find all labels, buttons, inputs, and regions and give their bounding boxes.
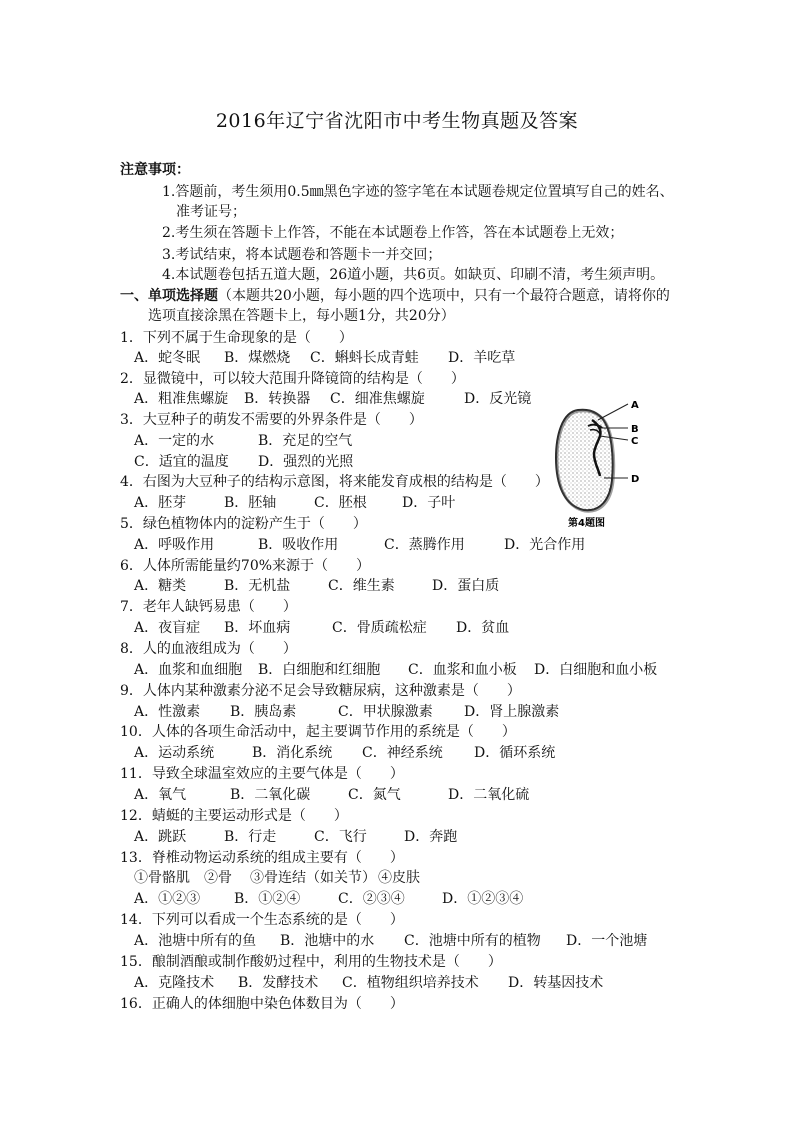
section1-heading: 一、单项选择题 bbox=[120, 288, 218, 304]
suboptions-13 bbox=[134, 868, 420, 888]
options-6 bbox=[134, 576, 499, 596]
question-11: 11．导致全球温室效应的主要气体是（ ） bbox=[120, 766, 404, 782]
option-15c: C．植物组织培养技术 bbox=[342, 975, 479, 991]
option-13a: A．①②③ bbox=[134, 891, 201, 907]
soybean-seed-figure bbox=[548, 396, 648, 532]
options-2 bbox=[134, 389, 531, 409]
question-10: 10．人体的各项生命活动中，起主要调节作用的系统是（ ） bbox=[120, 724, 516, 740]
option-13d: D．①②③④ bbox=[442, 891, 524, 907]
sub-13-2: ②骨 bbox=[204, 870, 232, 886]
option-12c: C．飞行 bbox=[314, 829, 367, 845]
option-12d: D．奔跑 bbox=[404, 829, 458, 845]
option-14c: C．池塘中所有的植物 bbox=[404, 933, 541, 949]
option-14d: D．一个池塘 bbox=[566, 933, 648, 949]
options-5 bbox=[134, 535, 585, 555]
option-8b: B．白细胞和红细胞 bbox=[258, 662, 381, 678]
option-12b: B．行走 bbox=[224, 829, 277, 845]
options-8 bbox=[134, 660, 657, 680]
section1-desc2: 选项直接涂黑在答题卡上，每小题1分，共20分） bbox=[148, 308, 455, 324]
question-7: 7．老年人缺钙易患（ ） bbox=[120, 599, 297, 615]
options-13 bbox=[134, 889, 523, 909]
question-3: 3．大豆种子的萌发不需要的外界条件是（ ） bbox=[120, 412, 423, 428]
options-1 bbox=[134, 348, 515, 368]
notice-item-1-cont: 准考证号； bbox=[176, 204, 246, 220]
sub-13-1: ①骨骼肌 bbox=[134, 870, 190, 886]
options-3 bbox=[134, 431, 352, 451]
option-6c: C．维生素 bbox=[328, 578, 395, 594]
question-9: 9．人体内某种激素分泌不足会导致糖尿病，这种激素是（ ） bbox=[120, 683, 521, 699]
option-2a: A．粗准焦螺旋 bbox=[134, 391, 229, 407]
option-12a: A．跳跃 bbox=[134, 829, 187, 845]
question-12: 12．蜻蜓的主要运动形式是（ ） bbox=[120, 808, 348, 824]
figure-label-c: C bbox=[631, 436, 639, 447]
question-15: 15．酿制酒酿或制作酸奶过程中，利用的生物技术是（ ） bbox=[120, 954, 502, 970]
option-10d: D．循环系统 bbox=[474, 745, 556, 761]
option-5d: D．光合作用 bbox=[504, 537, 586, 553]
figure-label-b: B bbox=[631, 424, 639, 435]
option-7d: D．贫血 bbox=[456, 620, 510, 636]
options-12 bbox=[134, 827, 457, 847]
option-10a: A．运动系统 bbox=[134, 745, 215, 761]
options-9 bbox=[134, 702, 559, 722]
page-title: 2016年辽宁省沈阳市中考生物真题及答案 bbox=[215, 110, 579, 132]
option-11d: D．二氧化硫 bbox=[448, 787, 530, 803]
option-2c: C．细准焦螺旋 bbox=[330, 391, 425, 407]
figure-caption: 第4题图 bbox=[568, 518, 605, 529]
question-2: 2．显微镜中，可以较大范围升降镜筒的结构是（ ） bbox=[120, 371, 465, 387]
option-9d: D．肾上腺激素 bbox=[464, 704, 560, 720]
option-7c: C．骨质疏松症 bbox=[332, 620, 427, 636]
option-5b: B．吸收作用 bbox=[258, 537, 339, 553]
option-3d: D．强烈的光照 bbox=[258, 454, 354, 470]
option-14b: B．池塘中的水 bbox=[280, 933, 375, 949]
option-4c: C．胚根 bbox=[314, 495, 367, 511]
option-1d: D．羊吃草 bbox=[448, 350, 516, 366]
option-3c: C．适宜的温度 bbox=[134, 454, 229, 470]
sub-13-3: ③骨连结（如关节） bbox=[250, 870, 376, 886]
option-2d: D．反光镜 bbox=[464, 391, 532, 407]
question-8: 8．人的血液组成为（ ） bbox=[120, 641, 297, 657]
option-10c: C．神经系统 bbox=[362, 745, 443, 761]
option-6b: B．无机盐 bbox=[224, 578, 291, 594]
options-3-row2 bbox=[134, 452, 353, 472]
option-5a: A．呼吸作用 bbox=[134, 537, 215, 553]
notice-item-4: 4.本试题卷包括五道大题，26道小题，共6页。如缺页、印刷不清，考生须声明。 bbox=[162, 267, 665, 283]
options-7 bbox=[134, 618, 509, 638]
options-11 bbox=[134, 785, 529, 805]
option-3a: A．一定的水 bbox=[134, 433, 215, 449]
soybean-seed-diagram bbox=[548, 396, 648, 532]
option-9b: B．胰岛素 bbox=[230, 704, 297, 720]
option-7b: B．坏血病 bbox=[224, 620, 291, 636]
option-8a: A．血浆和血细胞 bbox=[134, 662, 243, 678]
option-13c: C．②③④ bbox=[338, 891, 405, 907]
notice-item-2: 2.考生须在答题卡上作答，不能在本试题卷上作答，答在本试题卷上无效； bbox=[162, 225, 624, 241]
option-13b: B．①②④ bbox=[234, 891, 301, 907]
option-7a: A．夜盲症 bbox=[134, 620, 201, 636]
option-5c: C．蒸腾作用 bbox=[384, 537, 465, 553]
figure-label-d: D bbox=[631, 474, 640, 485]
option-8d: D．白细胞和血小板 bbox=[534, 662, 658, 678]
question-13: 13．脊椎动物运动系统的组成主要有（ ） bbox=[120, 850, 404, 866]
option-1a: A．蛇冬眠 bbox=[134, 350, 201, 366]
option-9c: C．甲状腺激素 bbox=[338, 704, 433, 720]
option-1c: C．蝌蚪长成青蛙 bbox=[310, 350, 419, 366]
option-11c: C．氮气 bbox=[348, 787, 401, 803]
option-11b: B．二氧化碳 bbox=[230, 787, 311, 803]
option-2b: B．转换器 bbox=[244, 391, 311, 407]
option-9a: A．性激素 bbox=[134, 704, 201, 720]
option-15b: B．发酵技术 bbox=[238, 975, 319, 991]
option-15a: A．克隆技术 bbox=[134, 975, 215, 991]
option-11a: A．氧气 bbox=[134, 787, 187, 803]
option-6d: D．蛋白质 bbox=[432, 578, 500, 594]
question-6: 6．人体所需能量约70%来源于（ ） bbox=[120, 558, 371, 574]
option-15d: D．转基因技术 bbox=[508, 975, 604, 991]
option-1b: B．煤燃烧 bbox=[224, 350, 291, 366]
question-4: 4．右图为大豆种子的结构示意图，将来能发育成根的结构是（ ） bbox=[120, 474, 549, 490]
option-4a: A．胚芽 bbox=[134, 495, 187, 511]
options-4 bbox=[134, 493, 455, 513]
notice-item-3: 3.考试结束，将本试题卷和答题卡一并交回； bbox=[162, 247, 442, 263]
figure-label-a: A bbox=[631, 400, 639, 411]
question-1: 1．下列不属于生命现象的是（ ） bbox=[120, 330, 353, 346]
option-6a: A．糖类 bbox=[134, 578, 187, 594]
option-14a: A．池塘中所有的鱼 bbox=[134, 933, 257, 949]
options-10 bbox=[134, 743, 555, 763]
options-15 bbox=[134, 973, 603, 993]
question-16: 16．正确人的体细胞中染色体数目为（ ） bbox=[120, 996, 404, 1012]
option-3b: B．充足的空气 bbox=[258, 433, 353, 449]
notice-heading: 注意事项： bbox=[120, 162, 190, 178]
section1-line1 bbox=[120, 286, 670, 306]
option-8c: C．血浆和血小板 bbox=[408, 662, 517, 678]
question-5: 5．绿色植物体内的淀粉产生于（ ） bbox=[120, 516, 367, 532]
question-14: 14．下列可以看成一个生态系统的是（ ） bbox=[120, 912, 404, 928]
section1-desc1: （本题共20小题，每小题的四个选项中，只有一个最符合题意，请将你的 bbox=[218, 288, 670, 304]
sub-13-4: ④皮肤 bbox=[378, 870, 420, 886]
options-14 bbox=[134, 931, 647, 951]
option-4d: D．子叶 bbox=[402, 495, 456, 511]
notice-item-1: 1.答题前，考生须用0.5㎜黑色字迹的签字笔在本试题卷规定位置填写自己的姓名、 bbox=[162, 184, 674, 200]
option-10b: B．消化系统 bbox=[252, 745, 333, 761]
option-4b: B．胚轴 bbox=[224, 495, 277, 511]
